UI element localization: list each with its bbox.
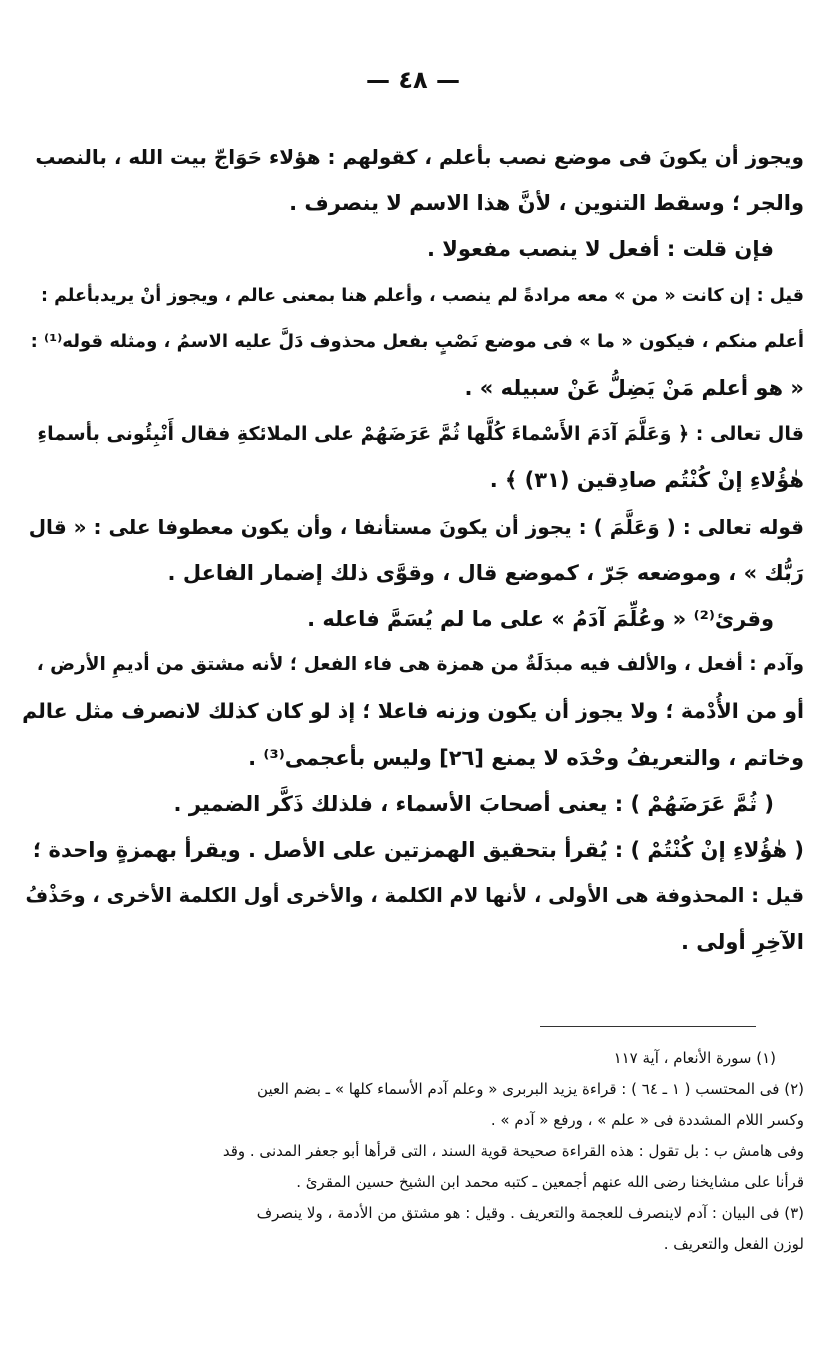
text-line: رَبُّك » ، وموضعه جَرّ ، كموضع قال ، وقوَّى ذلك إضمار الفاعل . <box>167 560 804 585</box>
paragraph <box>22 504 804 596</box>
paragraph <box>22 226 804 272</box>
text-line: الآخِرِ أولى . <box>680 930 804 955</box>
footnote-line: قرأنا على مشايخنا رضى الله عنهم أجمعين ـ كتبه محمد ابن الشيخ حسين المقرئ . <box>296 1173 804 1191</box>
footnote <box>22 1043 804 1074</box>
paragraph <box>22 596 804 642</box>
footnote-line: (٣) فى البيان : آدم لاينصرف للعجمة والتعريف . وقيل : هو مشتق من الأدمة ، ولا ينصرف <box>256 1204 804 1222</box>
text-line: فإن قلت : أفعل لا ينصب مفعولا . <box>426 237 774 262</box>
text-line: ( هٰؤُلاءِ إنْ كُنْتُمْ ) : يُقرأ بتحقيق الهمزتين على الأصل . ويقرأ بهمزةٍ واحدة ؛ <box>32 838 804 863</box>
footnote-line: (٢) فى المحتسب ( ١ ـ ٦٤ ) : قراءة يزيد البربرى « وعلم آدم الأسماء كلها » ـ بضم العين <box>257 1080 804 1098</box>
footnote <box>22 1198 804 1260</box>
footnote-line: (١) سورة الأنعام ، آية ١١٧ <box>613 1049 776 1067</box>
footnotes <box>22 1043 804 1260</box>
text-line: والجر ؛ وسقط التنوين ، لأنَّ هذا الاسم لا ينصرف . <box>289 191 804 216</box>
text-line: قيل : المحذوفة هى الأولى ، لأنها لام الكلمة ، والأخرى أول الكلمة الأخرى ، وحَذْفُ <box>25 884 804 908</box>
text-line: قوله تعالى : ( وَعَلَّمَ ) : يجوز أن يكونَ مستأنفا ، وأن يكون معطوفا على : « قال <box>28 514 804 539</box>
footnote-divider <box>540 1026 756 1027</box>
footnote-line: لوزن الفعل والتعريف . <box>663 1235 804 1253</box>
paragraph <box>22 642 804 781</box>
paragraph <box>22 411 804 503</box>
text-line: « هو أعلم مَنْ يَضِلُّ عَنْ سبيله » . <box>464 376 804 401</box>
footnote <box>22 1136 804 1198</box>
footnote <box>22 1074 804 1136</box>
text-line: ويجوز أن يكونَ فى موضع نصب بأعلم ، كقولهم : هؤلاء حَوَاجّ بيت الله ، بالنصب <box>35 145 804 169</box>
text-line: وآدم : أفعل ، والألف فيه مبدَلَةٌ من همزة هى فاء الفعل ؛ لأنه مشتق من أديمِ الأرض ، <box>36 654 804 676</box>
quran-verse-line: هٰؤُلاءِ إنْ كُنْتُم صادِقين (٣١) ﴾ . <box>489 468 804 493</box>
page-number: — ٤٨ — <box>365 66 460 94</box>
paragraph <box>22 827 804 966</box>
quran-verse-line: قال تعالى : ﴿ وَعَلَّمَ آدَمَ الأَسْماءَ كُلَّها ثُمَّ عَرَضَهُمْ على الملائكةِ فقال أَنْبِئُونى بأسماءِ <box>37 423 804 446</box>
footnote-line: وفى هامش ب : بل تقول : هذه القراءة صحيحة قوية السند ، التى قرأها أبو جعفر المدنى . وقد <box>222 1142 804 1160</box>
text-line: وخاتم ، والتعريفُ وحْدَه لا يمنع [٢٦] وليس بأعجمى⁽³⁾ . <box>248 745 804 770</box>
text-line: أو من الأُدْمة ؛ ولا يجوز أن يكون وزنه فاعلا ؛ إذ لو كان كذلك لانصرف مثل عالم <box>22 699 804 724</box>
main-text <box>22 134 804 966</box>
text-line: وقرئ⁽²⁾ « وعُلِّمَ آدَمُ » على ما لم يُسَمَّ فاعله . <box>307 607 774 632</box>
paragraph <box>22 781 804 827</box>
text-line: قيل : إن كانت « من » معه مرادةً لم ينصب ، وأعلم هنا بمعنى عالم ، ويجوز أنْ يريدبأعلم : <box>40 285 804 306</box>
text-line: ( ثُمَّ عَرَضَهُمْ ) : يعنى أصحابَ الأسماء ، فلذلك ذَكَّر الضمير . <box>173 791 774 816</box>
footnote-line: وكسر اللام المشددة فى « علم » ، ورفع « آدم » . <box>490 1111 804 1129</box>
text-line: أعلم منكم ، فيكون « ما » فى موضع نَصْبٍ بفعل محذوف دَلَّ عليه الاسمُ ، ومثله قوله⁽¹⁾ : <box>30 330 804 352</box>
paragraph <box>22 273 804 412</box>
paragraph <box>22 134 804 226</box>
